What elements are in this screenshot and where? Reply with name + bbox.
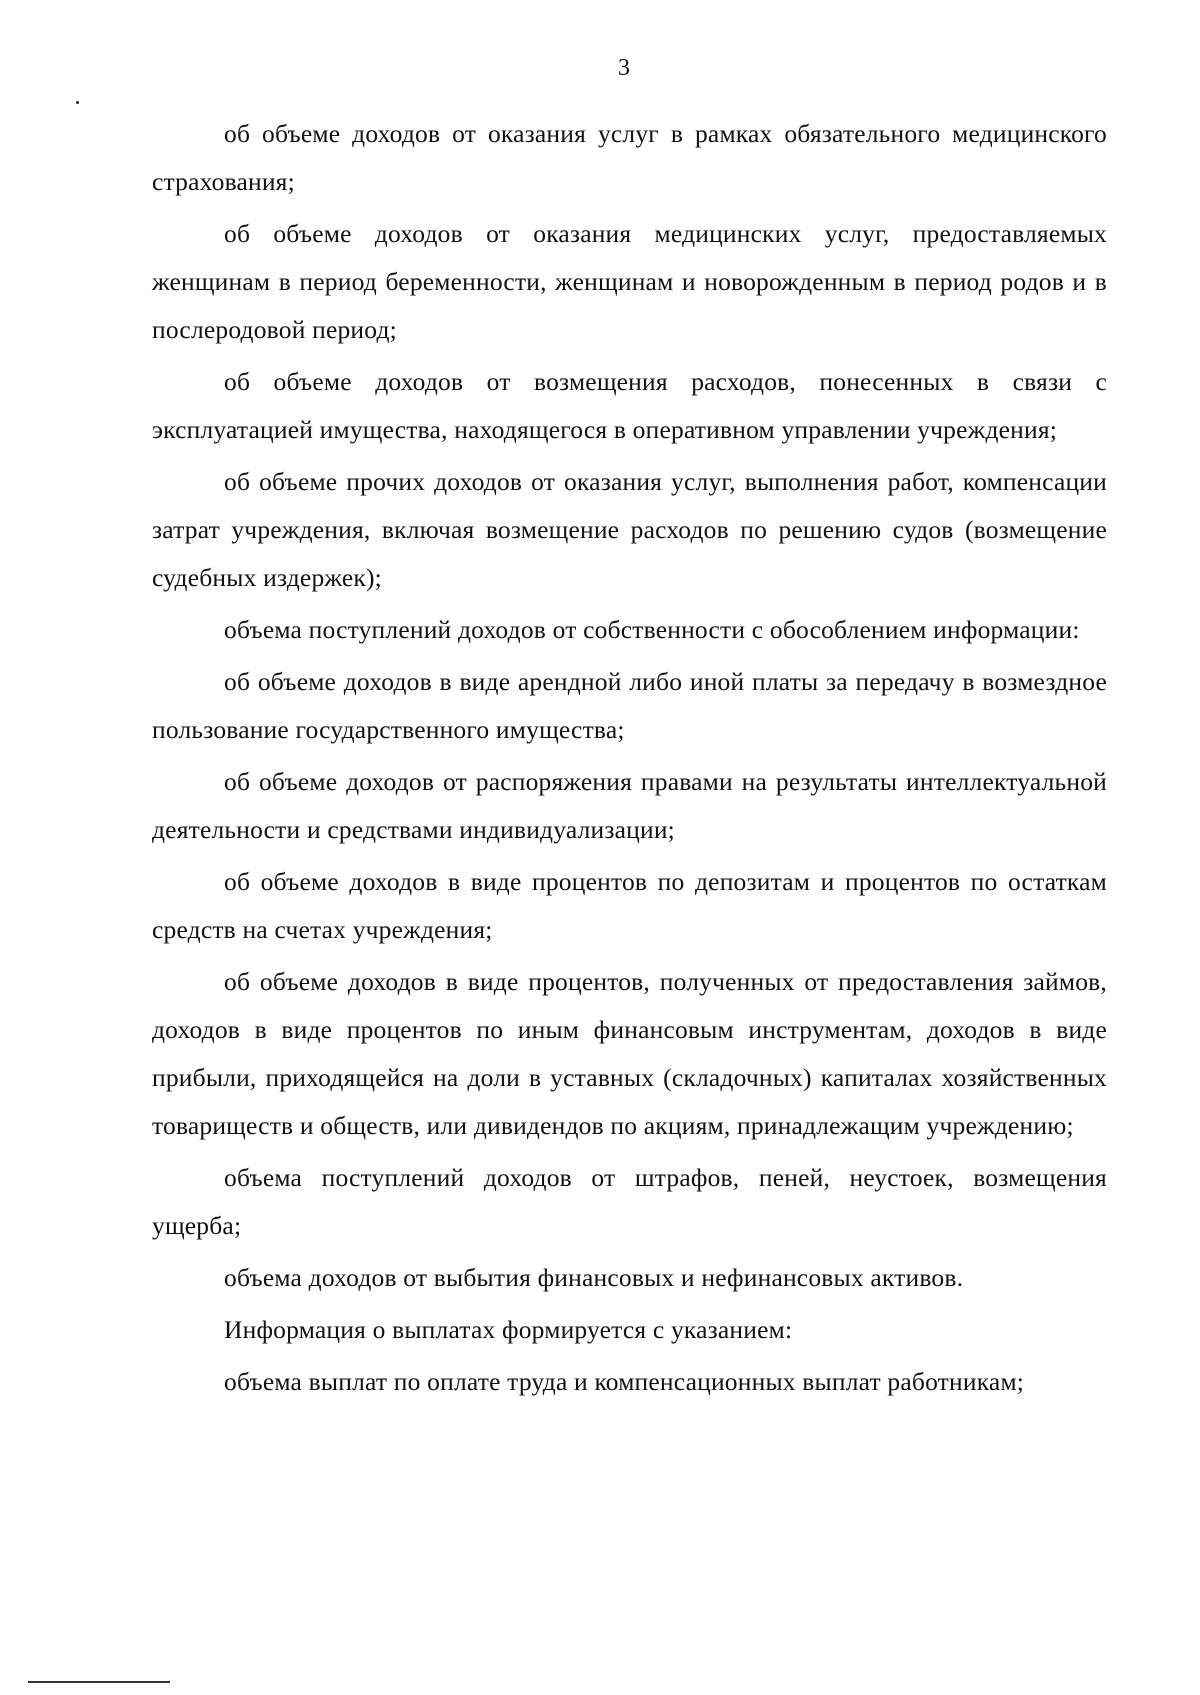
document-body xyxy=(152,110,1107,1410)
paragraph: объема поступлений доходов от штрафов, пеней, неустоек, возмещения ущерба; xyxy=(152,1163,1107,1240)
paragraph: об объеме доходов от оказания медицинских услуг, предоставляемых женщинам в период беременности, женщинам и новорожденным в период родов и в послеродовой период; xyxy=(152,219,1107,344)
paragraph: объема выплат по оплате труда и компенсационных выплат работникам; xyxy=(224,1367,1025,1396)
paragraph: об объеме доходов в виде процентов, полученных от предоставления займов, доходов в виде процентов по иным финансовым инструментам, доходов в виде прибыли, приходящейся на доли в уставных (складочных) капиталах хозяйственных товариществ и обществ, или дивидендов по акциям, принадлежащим учреждению; xyxy=(152,967,1107,1140)
paragraph: об объеме доходов от распоряжения правами на результаты интеллектуальной деятельности и средствами индивидуализации; xyxy=(152,767,1107,844)
footer-rule xyxy=(28,1681,170,1683)
paragraph: об объеме прочих доходов от оказания услуг, выполнения работ, компенсации затрат учреждения, включая возмещение расходов по решению судов (возмещение судебных издержек); xyxy=(152,467,1107,592)
paragraph: объема поступлений доходов от собственности с обособлением информации: xyxy=(224,615,1080,644)
paragraph: об объеме доходов в виде процентов по депозитам и процентов по остаткам средств на счетах учреждения; xyxy=(152,867,1107,944)
page-number: 3 xyxy=(618,55,630,81)
paragraph: Информация о выплатах формируется с указанием: xyxy=(224,1315,793,1344)
paragraph: об объеме доходов от оказания услуг в рамках обязательного медицинского страхования; xyxy=(152,119,1107,196)
paragraph: об объеме доходов в виде арендной либо иной платы за передачу в возмездное пользование государственного имущества; xyxy=(152,667,1107,744)
paragraph: об объеме доходов от возмещения расходов, понесенных в связи с эксплуатацией имущества, находящегося в оперативном управлении учреждения; xyxy=(152,367,1107,444)
scan-artifact-dot xyxy=(76,101,79,104)
paragraph: объема доходов от выбытия финансовых и нефинансовых активов. xyxy=(224,1263,964,1292)
